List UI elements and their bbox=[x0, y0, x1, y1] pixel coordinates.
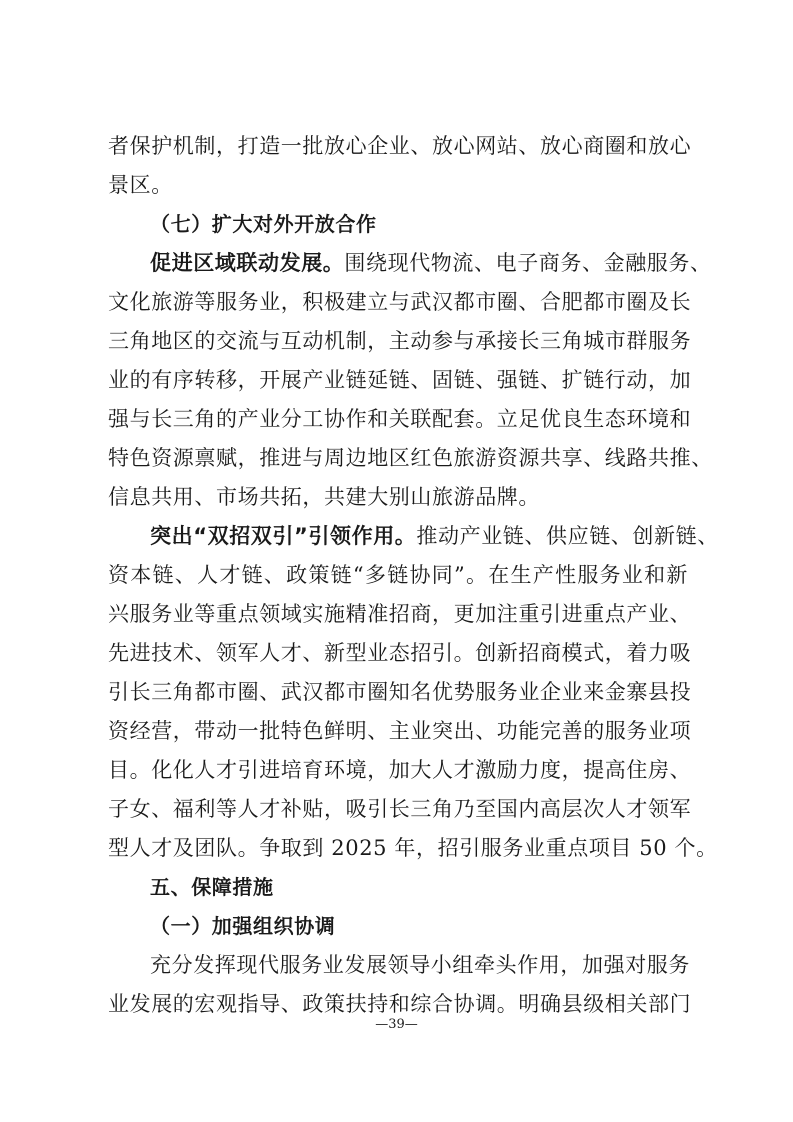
chapter-heading: 五、保障措施 bbox=[150, 875, 274, 899]
section-heading: （一）加强组织协调 bbox=[150, 914, 336, 938]
paragraph-line: 文化旅游等服务业，积极建立与武汉都市圈、合肥都市圈及长 bbox=[108, 290, 692, 314]
paragraph-line: 资经营，带动一批特色鲜明、主业突出、功能完善的服务业项 bbox=[108, 719, 692, 743]
paragraph-line: 者保护机制，打造一批放心企业、放心网站、放心商圈和放心 bbox=[108, 134, 692, 158]
paragraph-line: 业的有序转移，开展产业链延链、固链、强链、扩链行动，加 bbox=[108, 368, 692, 392]
paragraph-lead: 促进区域联动发展。 bbox=[150, 251, 345, 275]
paragraph-line: 充分发挥现代服务业发展领导小组牵头作用，加强对服务 bbox=[150, 953, 690, 977]
page-number: —39— bbox=[375, 1017, 418, 1032]
paragraph-line: 特色资源禀赋，推进与周边地区红色旅游资源共享、线路共推、 bbox=[108, 446, 713, 470]
paragraph-line: 三角地区的交流与互动机制，主动参与承接长三角城市群服务 bbox=[108, 329, 692, 353]
paragraph-line: 景区。 bbox=[108, 173, 173, 197]
paragraph-line: 信息共用、市场共拓，共建大别山旅游品牌。 bbox=[108, 485, 540, 509]
section-heading: （七）扩大对外开放合作 bbox=[150, 212, 377, 236]
paragraph-line: 业发展的宏观指导、政策扶持和综合协调。明确县级相关部门 bbox=[108, 992, 692, 1016]
paragraph-line: 兴服务业等重点领域实施精准招商，更加注重引进重点产业、 bbox=[108, 602, 692, 626]
paragraph-line bbox=[108, 244, 712, 283]
paragraph-line: 资本链、人才链、政策链“多链协同”。在生产性服务业和新 bbox=[108, 563, 688, 587]
paragraph-lead: 突出“双招双引”引领作用。 bbox=[150, 524, 417, 548]
paragraph-line: 目。化化人才引进培育环境，加大人才激励力度，提高住房、 bbox=[108, 758, 692, 782]
paragraph-text: 推动产业链、供应链、创新链、 bbox=[416, 524, 719, 548]
paragraph-line: 强与长三角的产业分工协作和关联配套。立足优良生态环境和 bbox=[108, 407, 692, 431]
paragraph-line: 引长三角都市圈、武汉都市圈知名优势服务业企业来金寨县投 bbox=[108, 680, 692, 704]
page-body bbox=[108, 127, 719, 1024]
paragraph-text: 围绕现代物流、电子商务、金融服务、 bbox=[344, 251, 712, 275]
paragraph-line: 型人才及团队。争取到 2025 年，招引服务业重点项目 50 个。 bbox=[108, 836, 718, 860]
paragraph-line: 子女、福利等人才补贴，吸引长三角乃至国内高层次人才领军 bbox=[108, 797, 692, 821]
paragraph-line bbox=[108, 517, 719, 556]
paragraph-line: 先进技术、领军人才、新型业态招引。创新招商模式，着力吸 bbox=[108, 641, 692, 665]
